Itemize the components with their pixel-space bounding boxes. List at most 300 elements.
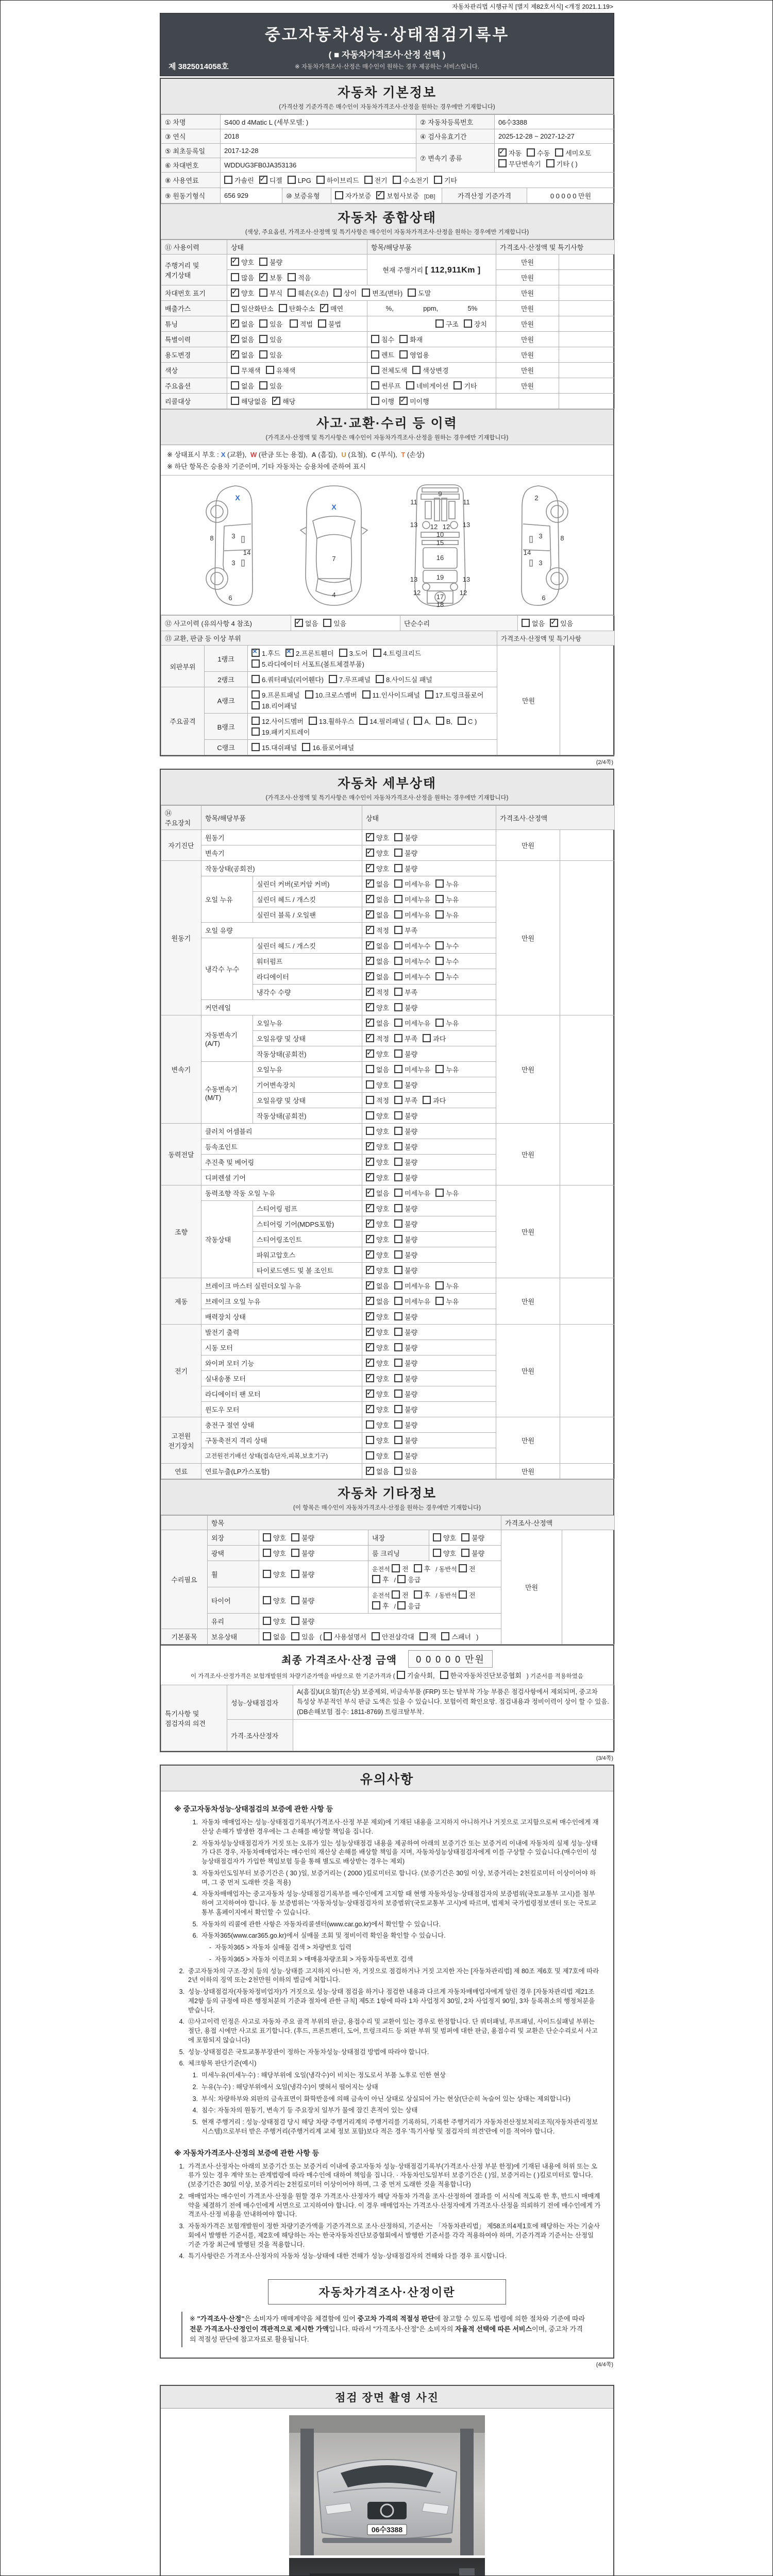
checkbox[interactable]	[366, 1328, 374, 1336]
checkbox[interactable]	[366, 1034, 374, 1042]
checkbox[interactable]	[291, 1570, 299, 1578]
checkbox-label: 없음	[376, 896, 390, 904]
item: 실내송풍 모터	[201, 1371, 362, 1386]
checkbox[interactable]	[394, 1158, 402, 1166]
checkbox-label: 없음	[305, 620, 318, 628]
checkbox[interactable]	[371, 397, 379, 405]
checkbox[interactable]	[392, 1564, 400, 1572]
rank2-label: 2랭크	[205, 672, 248, 687]
checkbox[interactable]	[359, 717, 367, 725]
state	[362, 1031, 496, 1046]
checkbox[interactable]	[397, 1671, 405, 1679]
checkbox[interactable]	[291, 1549, 299, 1557]
checkbox[interactable]	[394, 1451, 402, 1460]
checkbox-label: 없음	[241, 320, 255, 328]
checkbox[interactable]	[366, 1266, 374, 1274]
checkbox-label: 양호	[376, 1112, 390, 1120]
checkbox[interactable]	[366, 941, 374, 950]
checkbox[interactable]	[433, 1533, 441, 1541]
checkbox[interactable]	[399, 397, 408, 405]
checkbox[interactable]	[435, 879, 444, 888]
checkbox[interactable]	[371, 381, 379, 389]
checkbox[interactable]	[231, 397, 239, 405]
checkbox[interactable]	[224, 176, 232, 184]
checkbox[interactable]	[231, 350, 239, 359]
checkbox-label: 이행	[381, 398, 395, 405]
checkbox[interactable]	[366, 926, 374, 934]
checkbox[interactable]	[394, 1096, 402, 1104]
checkbox[interactable]	[423, 1096, 431, 1104]
state	[362, 1278, 496, 1294]
checkbox[interactable]	[366, 1297, 374, 1305]
checkbox[interactable]	[291, 1596, 299, 1604]
checkbox[interactable]	[231, 304, 239, 312]
exchange-price: 만원	[497, 646, 560, 755]
checkbox[interactable]	[414, 1564, 422, 1572]
svg-text:9: 9	[438, 490, 442, 498]
state	[362, 1015, 496, 1031]
checkbox[interactable]	[394, 1019, 402, 1027]
checkbox[interactable]	[376, 675, 384, 683]
item: 스티어링조인트	[253, 1232, 362, 1247]
checkbox[interactable]	[366, 1359, 374, 1367]
checkbox[interactable]	[394, 1189, 402, 1197]
checkbox[interactable]	[366, 1080, 374, 1089]
state	[362, 1309, 496, 1325]
checkbox[interactable]	[394, 1034, 402, 1042]
checkbox[interactable]	[329, 675, 337, 683]
checkbox-label: LPG	[297, 177, 311, 184]
color-label: 색상	[161, 363, 227, 378]
checkbox[interactable]	[366, 1343, 374, 1351]
checkbox[interactable]	[425, 690, 433, 699]
checkbox-label: 렌트	[381, 351, 395, 359]
checkbox[interactable]	[372, 1575, 380, 1583]
checkbox[interactable]	[458, 717, 466, 725]
checkbox[interactable]	[366, 1219, 374, 1228]
checkbox[interactable]	[394, 1436, 402, 1444]
checkbox[interactable]	[366, 1467, 374, 1475]
comp-header	[161, 204, 613, 240]
checkbox-label: 양호	[376, 850, 390, 857]
checkbox[interactable]	[366, 1420, 374, 1429]
checkbox[interactable]	[366, 910, 374, 919]
checkbox[interactable]	[366, 957, 374, 965]
checkbox[interactable]	[394, 1359, 402, 1367]
checkbox-label: 있음	[270, 320, 283, 328]
notice-item: 1. 자동차 매매업자는 성능·상태점검기록부(가격조사·산정 부분 제외)에 기재된 내용을 고지하지 아니하거나 거짓으로 고지함으로써 매수인에게 재산상 손해가 발생한 경우에는 그 손해를 배상할 책임을 집니다.	[192, 1819, 599, 1835]
checkbox[interactable]	[435, 1189, 444, 1197]
checkbox[interactable]	[394, 879, 402, 888]
checkbox[interactable]	[366, 1405, 374, 1413]
checkbox[interactable]	[231, 381, 239, 389]
checkbox-label: 불법	[328, 320, 342, 328]
regulation-note: 자동차관리법 시행규칙 [별지 제82호서식] <개정 2021.1.19>	[452, 3, 613, 10]
item: 배력장치 상태	[201, 1309, 362, 1325]
checkbox[interactable]	[376, 191, 384, 199]
checkbox[interactable]	[394, 1111, 402, 1120]
checkbox[interactable]	[394, 849, 402, 857]
checkbox[interactable]	[366, 864, 374, 872]
item-col: 항목	[208, 1516, 501, 1530]
checkbox[interactable]	[393, 176, 401, 184]
checkbox[interactable]	[263, 1596, 271, 1604]
checkbox[interactable]	[394, 1142, 402, 1150]
checkbox[interactable]	[394, 1389, 402, 1398]
checkbox[interactable]	[435, 1019, 444, 1027]
checkbox[interactable]	[394, 941, 402, 950]
checkbox-label: 기술사회,	[407, 1672, 435, 1680]
checkbox-label: 양호	[376, 1143, 390, 1151]
checkbox-label: 수동	[537, 149, 550, 157]
checkbox[interactable]	[318, 319, 326, 328]
checkbox[interactable]	[259, 335, 267, 343]
checkbox[interactable]	[394, 972, 402, 980]
checkbox[interactable]	[394, 1343, 402, 1351]
special-label: 특별이력	[161, 332, 227, 347]
checkbox[interactable]	[440, 1671, 448, 1679]
checkbox[interactable]	[392, 1590, 400, 1599]
checkbox[interactable]	[362, 289, 370, 297]
checkbox[interactable]	[302, 743, 310, 751]
item: 발전기 출력	[201, 1325, 362, 1340]
checkbox[interactable]	[263, 1570, 271, 1578]
checkbox-label: 불량	[405, 1251, 418, 1259]
checkbox-label: 미세누수	[405, 958, 431, 965]
checkbox-label: 누유	[446, 1020, 459, 1027]
checkbox[interactable]	[397, 1601, 406, 1609]
checkbox[interactable]	[453, 381, 462, 389]
svg-text:13: 13	[410, 521, 418, 529]
checkbox[interactable]	[366, 879, 374, 888]
checkbox[interactable]	[366, 1111, 374, 1120]
checkbox[interactable]	[259, 176, 267, 184]
checkbox[interactable]	[272, 397, 280, 405]
notice-item: 3. 성능·상태점검자(자동차정비업자)가 거짓으로 성능·상태 점검을 하거나 점검한 내용과 다르게 자동차매매업자에게 알린 경우 [자동차관리법 제21조 제2항 등의 규정에 따른 행정처분의 기준과 절차에 관한 규칙] 제5조 1항에 따라 1차 사업정지 30일, 2차 사업정지 90일, 3차 등록취소의 행정처분을 받습니다.	[179, 1988, 595, 2014]
checkbox[interactable]	[366, 895, 374, 903]
accident-subtitle: (가격조사·산정액 및 특기사항은 매수인이 자동차가격조사·산정을 원하는 경우에만 기재합니다)	[265, 435, 509, 441]
checkbox[interactable]	[366, 1003, 374, 1011]
checkbox-label: 누수	[446, 958, 459, 965]
checkbox[interactable]	[394, 895, 402, 903]
checkbox[interactable]	[366, 1158, 374, 1166]
checkbox-label: 양호	[376, 1251, 390, 1259]
checkbox[interactable]	[251, 743, 260, 751]
checkbox-label: 양호	[273, 1618, 287, 1625]
price-cell: 만원	[496, 316, 559, 332]
checkbox[interactable]	[263, 1617, 271, 1625]
checkbox[interactable]	[251, 649, 260, 657]
checkbox[interactable]	[231, 258, 239, 266]
checkbox[interactable]	[394, 833, 402, 841]
checkbox[interactable]	[394, 1235, 402, 1243]
item: 오일누유	[253, 1062, 362, 1077]
checkbox-label: 불량	[405, 1329, 418, 1336]
checkbox[interactable]	[366, 1374, 374, 1382]
checkbox[interactable]	[259, 273, 267, 281]
checkbox[interactable]	[263, 1632, 271, 1640]
checkbox[interactable]	[394, 910, 402, 919]
checkbox[interactable]	[408, 289, 416, 297]
checkbox-label: 있음	[270, 382, 283, 390]
checkbox[interactable]	[366, 1451, 374, 1460]
checkbox[interactable]	[366, 1019, 374, 1027]
item: 작동상태(공회전)	[253, 1108, 362, 1124]
checkbox[interactable]	[435, 1065, 444, 1073]
checkbox[interactable]	[288, 273, 296, 281]
checkbox[interactable]	[366, 1173, 374, 1181]
checkbox[interactable]	[263, 1533, 271, 1541]
checkbox[interactable]	[394, 1281, 402, 1290]
checkbox[interactable]	[414, 1590, 422, 1599]
checkbox[interactable]	[251, 701, 260, 709]
checkbox[interactable]	[231, 366, 239, 374]
state	[362, 1108, 496, 1124]
checkbox-label: 불량	[405, 1375, 418, 1383]
checkbox[interactable]	[339, 649, 347, 657]
checkbox[interactable]	[366, 1096, 374, 1104]
checkbox[interactable]	[364, 176, 373, 184]
options-state	[227, 378, 367, 394]
item: 작동상태(공회전)	[201, 861, 362, 876]
checkbox-label: 미세누유	[405, 911, 431, 919]
rankB-items	[248, 714, 497, 740]
checkbox[interactable]	[459, 1590, 467, 1599]
checkbox[interactable]	[394, 988, 402, 996]
checkbox[interactable]	[406, 381, 414, 389]
basic-items: 없음 있음 ( 사용설명서 안전삼각대 잭 스패너 )	[259, 1629, 501, 1645]
checkbox[interactable]	[399, 335, 408, 343]
checkbox[interactable]	[263, 1549, 271, 1557]
checkbox[interactable]	[305, 690, 313, 699]
checkbox[interactable]	[291, 1632, 299, 1640]
checkbox[interactable]	[291, 1533, 299, 1541]
checkbox[interactable]	[366, 1142, 374, 1150]
state	[259, 1614, 501, 1629]
checkbox[interactable]	[251, 675, 260, 683]
checkbox-label: 양호	[376, 834, 390, 842]
checkbox[interactable]	[366, 1389, 374, 1398]
checkbox[interactable]	[555, 148, 563, 157]
checkbox[interactable]	[320, 304, 328, 312]
checkbox[interactable]	[251, 659, 260, 668]
checkbox[interactable]	[394, 1405, 402, 1413]
checkbox[interactable]	[436, 717, 444, 725]
car-name-label: ① 차명	[161, 115, 221, 129]
checkbox-label: 양호	[273, 1570, 287, 1579]
checkbox[interactable]	[251, 727, 260, 736]
checkbox[interactable]	[251, 717, 260, 725]
checkbox[interactable]	[231, 273, 239, 281]
diagram-frame	[396, 483, 484, 608]
checkbox[interactable]	[461, 1533, 469, 1541]
checkbox-label: 잭	[429, 1633, 436, 1641]
checkbox-label: 해당	[282, 398, 296, 405]
svg-text:3: 3	[231, 559, 236, 567]
checkbox[interactable]	[366, 1204, 374, 1212]
checkbox[interactable]	[333, 289, 342, 297]
checkbox-label: 양호	[376, 1360, 390, 1367]
checkbox[interactable]	[435, 910, 444, 919]
checkbox[interactable]	[522, 619, 530, 627]
frame-group: 주요골격	[161, 687, 205, 755]
accident-label: ⑫ 사고이력 (유의사항 4 참조)	[161, 616, 291, 631]
checkbox[interactable]	[394, 1173, 402, 1181]
checkbox[interactable]	[394, 957, 402, 965]
first-reg-value: 2017-12-28	[221, 144, 416, 158]
checkbox[interactable]	[362, 690, 371, 699]
other-table: 항목 가격조사·산정액 수리필요 외장 양호 불량 내장 양호 불량 만원 광택 양호 불량 룸 크리닝 양호 불량 휠 양호 불량 운전석 전 후 / 동반석 전후 / 응급 타이어 양호 불량 운전석 전 후 / 동반석 전후 / 응급 유리 양호 불량 기본품목 보유상태 없음 있음 ( 사용설명서 안전삼각대 잭 스패너 )	[161, 1515, 615, 1645]
checkbox[interactable]	[435, 1281, 444, 1290]
checkbox[interactable]	[441, 1632, 449, 1640]
item: 실린더 커버(로커암 커버)	[253, 876, 362, 892]
checkbox[interactable]	[266, 366, 274, 374]
checkbox[interactable]	[366, 1189, 374, 1197]
checkbox[interactable]	[414, 717, 422, 725]
checkbox[interactable]	[394, 1467, 402, 1475]
item: 오일유량 및 상태	[253, 1031, 362, 1046]
checkbox[interactable]	[324, 1632, 332, 1640]
checkbox[interactable]	[399, 350, 408, 359]
price-cell: 만원	[496, 301, 559, 316]
checkbox[interactable]	[498, 148, 507, 157]
checkbox[interactable]	[316, 176, 325, 184]
checkbox[interactable]	[371, 335, 379, 343]
checkbox[interactable]	[435, 895, 444, 903]
checkbox[interactable]	[366, 1049, 374, 1058]
checkbox-label: 기타	[444, 177, 458, 184]
checkbox[interactable]	[366, 1281, 374, 1290]
checkbox[interactable]	[373, 649, 381, 657]
checkbox[interactable]	[434, 176, 442, 184]
checkbox[interactable]	[251, 690, 260, 699]
checkbox[interactable]	[366, 833, 374, 841]
checkbox[interactable]	[231, 289, 239, 297]
checkbox[interactable]	[372, 1601, 380, 1609]
checkbox[interactable]	[366, 972, 374, 980]
checkbox[interactable]	[412, 366, 421, 374]
checkbox[interactable]	[366, 849, 374, 857]
checkbox[interactable]	[397, 1575, 406, 1583]
checkbox[interactable]	[459, 1564, 467, 1572]
checkbox[interactable]	[394, 1312, 402, 1320]
checkbox[interactable]	[394, 1250, 402, 1259]
checkbox-label: 불량	[405, 850, 418, 857]
emission-label: 배출가스	[161, 301, 227, 316]
checkbox[interactable]	[259, 289, 267, 297]
state	[362, 1464, 496, 1479]
checkbox[interactable]	[259, 319, 267, 328]
checkbox[interactable]	[372, 1632, 380, 1640]
checkbox[interactable]	[464, 319, 472, 328]
checkbox[interactable]	[394, 1374, 402, 1382]
svg-text:X: X	[331, 503, 337, 511]
checkbox[interactable]	[546, 159, 554, 167]
checkbox[interactable]	[323, 619, 331, 627]
checkbox[interactable]	[394, 864, 402, 872]
checkbox-label: 스패너	[451, 1633, 472, 1641]
checkbox[interactable]	[461, 1549, 469, 1557]
checkbox[interactable]	[366, 1250, 374, 1259]
checkbox[interactable]	[394, 1219, 402, 1228]
form-title: 중고자동차성능·상태점검기록부	[264, 26, 510, 44]
checkbox[interactable]	[435, 957, 444, 965]
checkbox[interactable]	[423, 1034, 431, 1042]
item: 추진축 및 베어링	[201, 1155, 362, 1170]
checkbox[interactable]	[394, 1420, 402, 1429]
checkbox[interactable]	[394, 926, 402, 934]
checkbox[interactable]	[366, 1436, 374, 1444]
service-note: ※ 자동차가격조사·산정은 매수인이 원하는 경우 제공하는 서비스입니다.	[295, 64, 479, 70]
checkbox[interactable]	[394, 1204, 402, 1212]
checkbox[interactable]	[309, 717, 317, 725]
checkbox[interactable]	[435, 941, 444, 950]
checkbox[interactable]	[366, 988, 374, 996]
checkbox[interactable]	[435, 319, 444, 328]
checkbox[interactable]	[371, 366, 379, 374]
checkbox[interactable]	[259, 381, 267, 389]
checkbox[interactable]	[290, 319, 298, 328]
checkbox[interactable]	[498, 159, 507, 167]
remarks-group: 특기사항 및 점검자의 의견	[161, 1685, 227, 1751]
checkbox[interactable]	[335, 191, 343, 199]
checkbox[interactable]	[394, 1049, 402, 1058]
checkbox[interactable]	[366, 1312, 374, 1320]
svg-text:16: 16	[436, 554, 444, 562]
checkbox[interactable]	[435, 972, 444, 980]
checkbox[interactable]	[366, 1127, 374, 1135]
checkbox-label: 양호	[376, 1236, 390, 1244]
checkbox[interactable]	[259, 350, 267, 359]
checkbox[interactable]	[366, 1235, 374, 1243]
checkbox[interactable]	[394, 1003, 402, 1011]
checkbox[interactable]	[231, 335, 239, 343]
checkbox[interactable]	[550, 619, 558, 627]
svg-text:8: 8	[560, 534, 564, 542]
checkbox[interactable]	[394, 1297, 402, 1305]
checkbox[interactable]	[288, 289, 296, 297]
final-price-note: 이 가격조사·산정가격은 보험개발원의 차량기준가액을 바탕으로 한 기준가격과 ( 기술사회, 한국자동차진단보증협회 ) 기준서를 적용하였음	[190, 1672, 584, 1680]
checkbox[interactable]	[527, 148, 535, 157]
checkbox[interactable]	[394, 1127, 402, 1135]
checkbox[interactable]	[394, 1080, 402, 1089]
checkbox[interactable]	[419, 1632, 428, 1640]
checkbox[interactable]	[291, 1617, 299, 1625]
state	[362, 1201, 496, 1216]
checkbox-label: 있음	[560, 620, 574, 628]
checkbox-label: 양호	[273, 1534, 287, 1542]
first-reg-label: ⑤ 최초등록일	[161, 144, 221, 158]
checkbox[interactable]	[288, 176, 296, 184]
basic-info-title: 자동차 기본정보	[338, 86, 436, 100]
checkbox[interactable]	[371, 350, 379, 359]
checkbox[interactable]	[394, 1065, 402, 1073]
checkbox[interactable]	[394, 1328, 402, 1336]
checkbox[interactable]	[435, 1297, 444, 1305]
checkbox[interactable]	[394, 1266, 402, 1274]
checkbox-label: 전	[402, 1565, 409, 1573]
checkbox-label: 1.후드	[262, 650, 280, 657]
checkbox-label: 미이행	[410, 398, 429, 405]
checkbox[interactable]	[433, 1549, 441, 1557]
checkbox[interactable]	[259, 258, 267, 266]
checkbox[interactable]	[285, 649, 294, 657]
checkbox-label: 매연	[330, 305, 344, 313]
checkbox[interactable]	[231, 319, 239, 328]
checkbox[interactable]	[279, 304, 287, 312]
checkbox[interactable]	[295, 619, 303, 627]
checkbox[interactable]	[366, 1065, 374, 1073]
